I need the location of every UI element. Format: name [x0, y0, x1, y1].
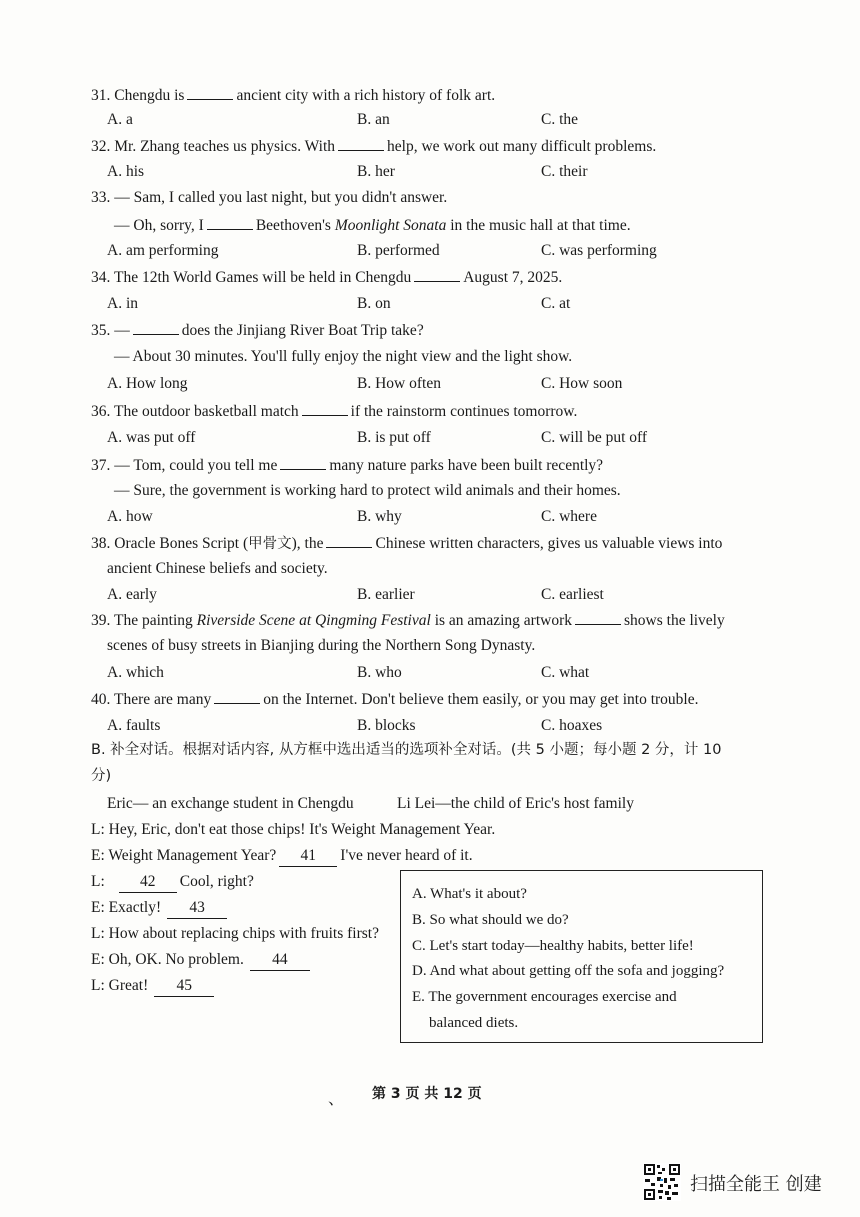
box-option-b: B. So what should we do? [412, 912, 569, 928]
q31-option-b: B. an [357, 111, 390, 128]
dialogue-line-3: L: 42 Cool, right? [91, 872, 254, 893]
question-38: 38. Oracle Bones Script (甲骨文), the Chinese written characters, gives us valuable views into [91, 535, 723, 552]
q35-option-a: A. How long [107, 375, 188, 392]
q36-option-c: C. will be put off [541, 429, 648, 446]
q39-option-c: C. what [541, 664, 590, 681]
q40-option-c: C. hoaxes [541, 717, 603, 734]
section-b-title: B. 补全对话。根据对话内容, 从方框中选出适当的选项补全对话。(共 5 小题；每小题 2 分，计 10 [91, 742, 722, 758]
q32-option-a: A. his [107, 163, 145, 180]
q34-option-b: B. on [357, 295, 391, 312]
q38-option-b: B. earlier [357, 586, 415, 603]
box-option-c: C. Let's start today—healthy habits, better life! [412, 938, 694, 954]
question-39-continued: scenes of busy streets in Bianjing during the Northern Song Dynasty. [107, 637, 536, 654]
q33-option-a: A. am performing [107, 242, 219, 259]
dialogue-line-2: E: Weight Management Year? 41 I've never heard of it. [91, 846, 473, 867]
q33-option-b: B. performed [357, 242, 440, 259]
q37-option-a: A. how [107, 508, 153, 525]
question-35: 35. — does the Jinjiang River Boat Trip take? [91, 322, 424, 339]
box-option-e: E. The government encourages exercise and [412, 989, 677, 1005]
q36-option-a: A. was put off [107, 429, 196, 446]
page-number: 第 3 页 共 12 页 [372, 1086, 482, 1102]
question-32: 32. Mr. Zhang teaches us physics. With help, we work out many difficult problems. [91, 138, 657, 155]
q38-option-c: C. earliest [541, 586, 604, 603]
section-b-title-cont: 分) [91, 768, 112, 784]
question-33: 33. — Sam, I called you last night, but you didn't answer. [91, 189, 448, 206]
box-option-e-cont: balanced diets. [429, 1015, 519, 1031]
dialogue-line-5: L: How about replacing chips with fruits first? [91, 925, 379, 942]
question-39: 39. The painting Riverside Scene at Qingming Festival is an amazing artwork shows the lively [91, 612, 725, 629]
character-lilei: Li Lei—the child of Eric's host family [397, 795, 634, 812]
question-37: 37. — Tom, could you tell me many nature parks have been built recently? [91, 457, 604, 474]
dialogue-line-1: L: Hey, Eric, don't eat those chips! It's Weight Management Year. [91, 821, 496, 838]
watermark-text: 扫描全能王 创建 [690, 1174, 822, 1195]
question-37-reply: — Sure, the government is working hard to protect wild animals and their homes. [114, 482, 621, 499]
question-33-reply: — Oh, sorry, I Beethoven's Moonlight Sonata in the music hall at that time. [114, 217, 631, 234]
dialogue-line-6: E: Oh, OK. No problem. 44 [91, 950, 313, 971]
question-38-continued: ancient Chinese beliefs and society. [107, 560, 328, 577]
q40-option-b: B. blocks [357, 717, 416, 734]
q34-option-a: A. in [107, 295, 138, 312]
q40-option-a: A. faults [107, 717, 161, 734]
q37-option-c: C. where [541, 508, 597, 525]
question-36: 36. The outdoor basketball match if the rainstorm continues tomorrow. [91, 403, 578, 420]
q31-option-a: A. a [107, 111, 133, 128]
dialogue-line-4: E: Exactly! 43 [91, 898, 230, 919]
q34-option-c: C. at [541, 295, 571, 312]
box-option-a: A. What's it about? [412, 886, 527, 902]
q36-option-b: B. is put off [357, 429, 431, 446]
box-option-d: D. And what about getting off the sofa and jogging? [412, 963, 725, 979]
question-35-reply: — About 30 minutes. You'll fully enjoy the night view and the light show. [114, 348, 573, 365]
footer-mark: 、 [328, 1091, 345, 1108]
question-31: 31. Chengdu is ancient city with a rich history of folk art. [91, 87, 496, 104]
q32-option-c: C. their [541, 163, 588, 180]
q39-option-b: B. who [357, 664, 402, 681]
qr-code-icon [643, 1163, 681, 1201]
q35-option-c: C. How soon [541, 375, 623, 392]
question-40: 40. There are many on the Internet. Don't believe them easily, or you may get into trouble. [91, 691, 699, 708]
q31-option-c: C. the [541, 111, 579, 128]
question-34: 34. The 12th World Games will be held in Chengdu August 7, 2025. [91, 269, 563, 286]
character-eric: Eric— an exchange student in Chengdu [107, 795, 354, 812]
q38-option-a: A. early [107, 586, 157, 603]
options-box [400, 870, 763, 1043]
q32-option-b: B. her [357, 163, 395, 180]
q37-option-b: B. why [357, 508, 402, 525]
q35-option-b: B. How often [357, 375, 441, 392]
q39-option-a: A. which [107, 664, 164, 681]
dialogue-line-7: L: Great! 45 [91, 976, 217, 997]
q33-option-c: C. was performing [541, 242, 657, 259]
